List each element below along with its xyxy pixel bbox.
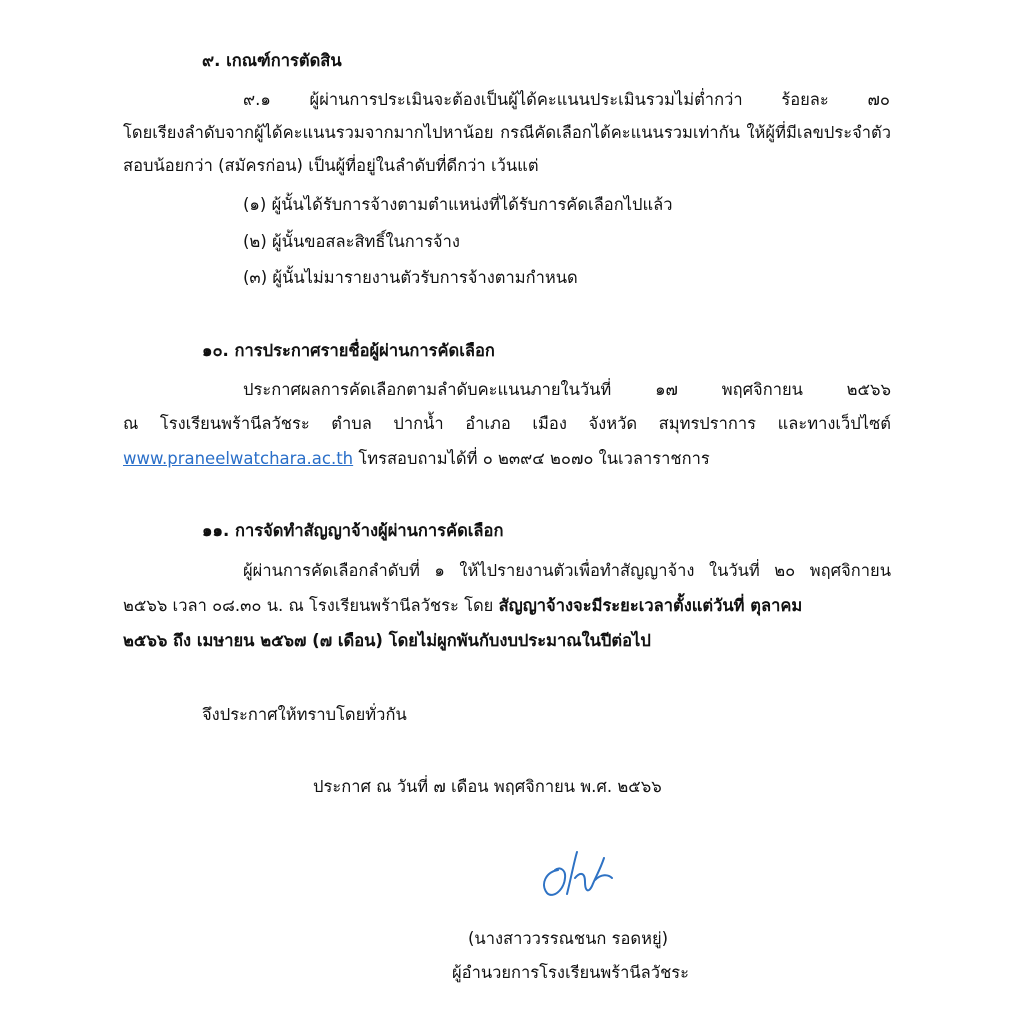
- contract-period-text: สัญญาจ้างจะมีระยะเวลาตั้งแต่วันที่ ตุลาคม: [498, 596, 803, 615]
- signatory-position: ผู้อำนวยการโรงเรียนพร้านีลวัชระ: [452, 963, 689, 982]
- section-11-paragraph-line-2: [123, 594, 802, 618]
- closing-statement: จึงประกาศให้ทราบโดยทั่วกัน: [202, 705, 407, 724]
- announcement-date: ประกาศ ณ วันที่ ๗ เดือน พฤศจิกายน พ.ศ. ๒๕๖๖: [313, 777, 662, 796]
- section-10-paragraph-line-1: ประกาศผลการคัดเลือกตามลำดับคะแนนภายในวันที่ ๑๗ พฤศจิกายน ๒๕๖๖: [243, 380, 891, 399]
- signature-image: [538, 848, 620, 900]
- section-10-heading: ๑๐. การประกาศรายชื่อผู้ผ่านการคัดเลือก: [202, 341, 495, 360]
- section-9-item-3: (๓) ผู้นั้นไม่มารายงานตัวรับการจ้างตามกำหนด: [243, 268, 578, 287]
- section-9-item-1: (๑) ผู้นั้นได้รับการจ้างตามตำแหน่งที่ได้รับการคัดเลือกไปแล้ว: [243, 195, 673, 214]
- website-link[interactable]: www.praneelwatchara.ac.th: [123, 449, 354, 468]
- signatory-name: (นางสาววรรณชนก รอดหยู่): [468, 929, 669, 948]
- section-11-paragraph-line-1: ผู้ผ่านการคัดเลือกลำดับที่ ๑ ให้ไปรายงานตัวเพื่อทำสัญญาจ้าง ในวันที่ ๒๐ พฤศจิกายน: [243, 561, 891, 580]
- section-9-paragraph-line-3: สอบน้อยกว่า (สมัครก่อน) เป็นผู้ที่อยู่ในลำดับที่ดีกว่า เว้นแต่: [123, 156, 539, 175]
- section-11-heading: ๑๑. การจัดทำสัญญาจ้างผู้ผ่านการคัดเลือก: [202, 521, 504, 540]
- contract-time-text: ๒๕๖๖ เวลา ๐๘.๓๐ น. ณ โรงเรียนพร้านีลวัชระ โดย: [123, 596, 499, 615]
- section-9-paragraph-line-2: โดยเรียงลำดับจากผู้ได้คะแนนรวมจากมากไปหาน้อย กรณีคัดเลือกได้คะแนนรวมเท่ากัน ให้ผู้ที่มีเลขประจำตัว: [123, 123, 891, 142]
- section-10-paragraph-line-3: [123, 447, 710, 471]
- section-11-paragraph-line-3: ๒๕๖๖ ถึง เมษายน ๒๕๖๗ (๗ เดือน) โดยไม่ผูกพันกับงบประมาณในปีต่อไป: [123, 631, 651, 650]
- section-10-paragraph-line-2: ณ โรงเรียนพร้านีลวัชระ ตำบล ปากน้ำ อำเภอ เมือง จังหวัด สมุทรปราการ และทางเว็ปไซต์: [123, 414, 891, 433]
- section-9-heading: ๙. เกณฑ์การตัดสิน: [202, 51, 342, 70]
- section-9-paragraph-line-1: ๙.๑ ผู้ผ่านการประเมินจะต้องเป็นผู้ได้คะแนนประเมินรวมไม่ต่ำกว่า ร้อยละ ๗๐: [243, 90, 890, 109]
- section-9-item-2: (๒) ผู้นั้นขอสละสิทธิ์ในการจ้าง: [243, 232, 460, 251]
- phone-contact-text: โทรสอบถามได้ที่ ๐ ๒๓๙๔ ๒๐๗๐ ในเวลาราชการ: [353, 449, 710, 468]
